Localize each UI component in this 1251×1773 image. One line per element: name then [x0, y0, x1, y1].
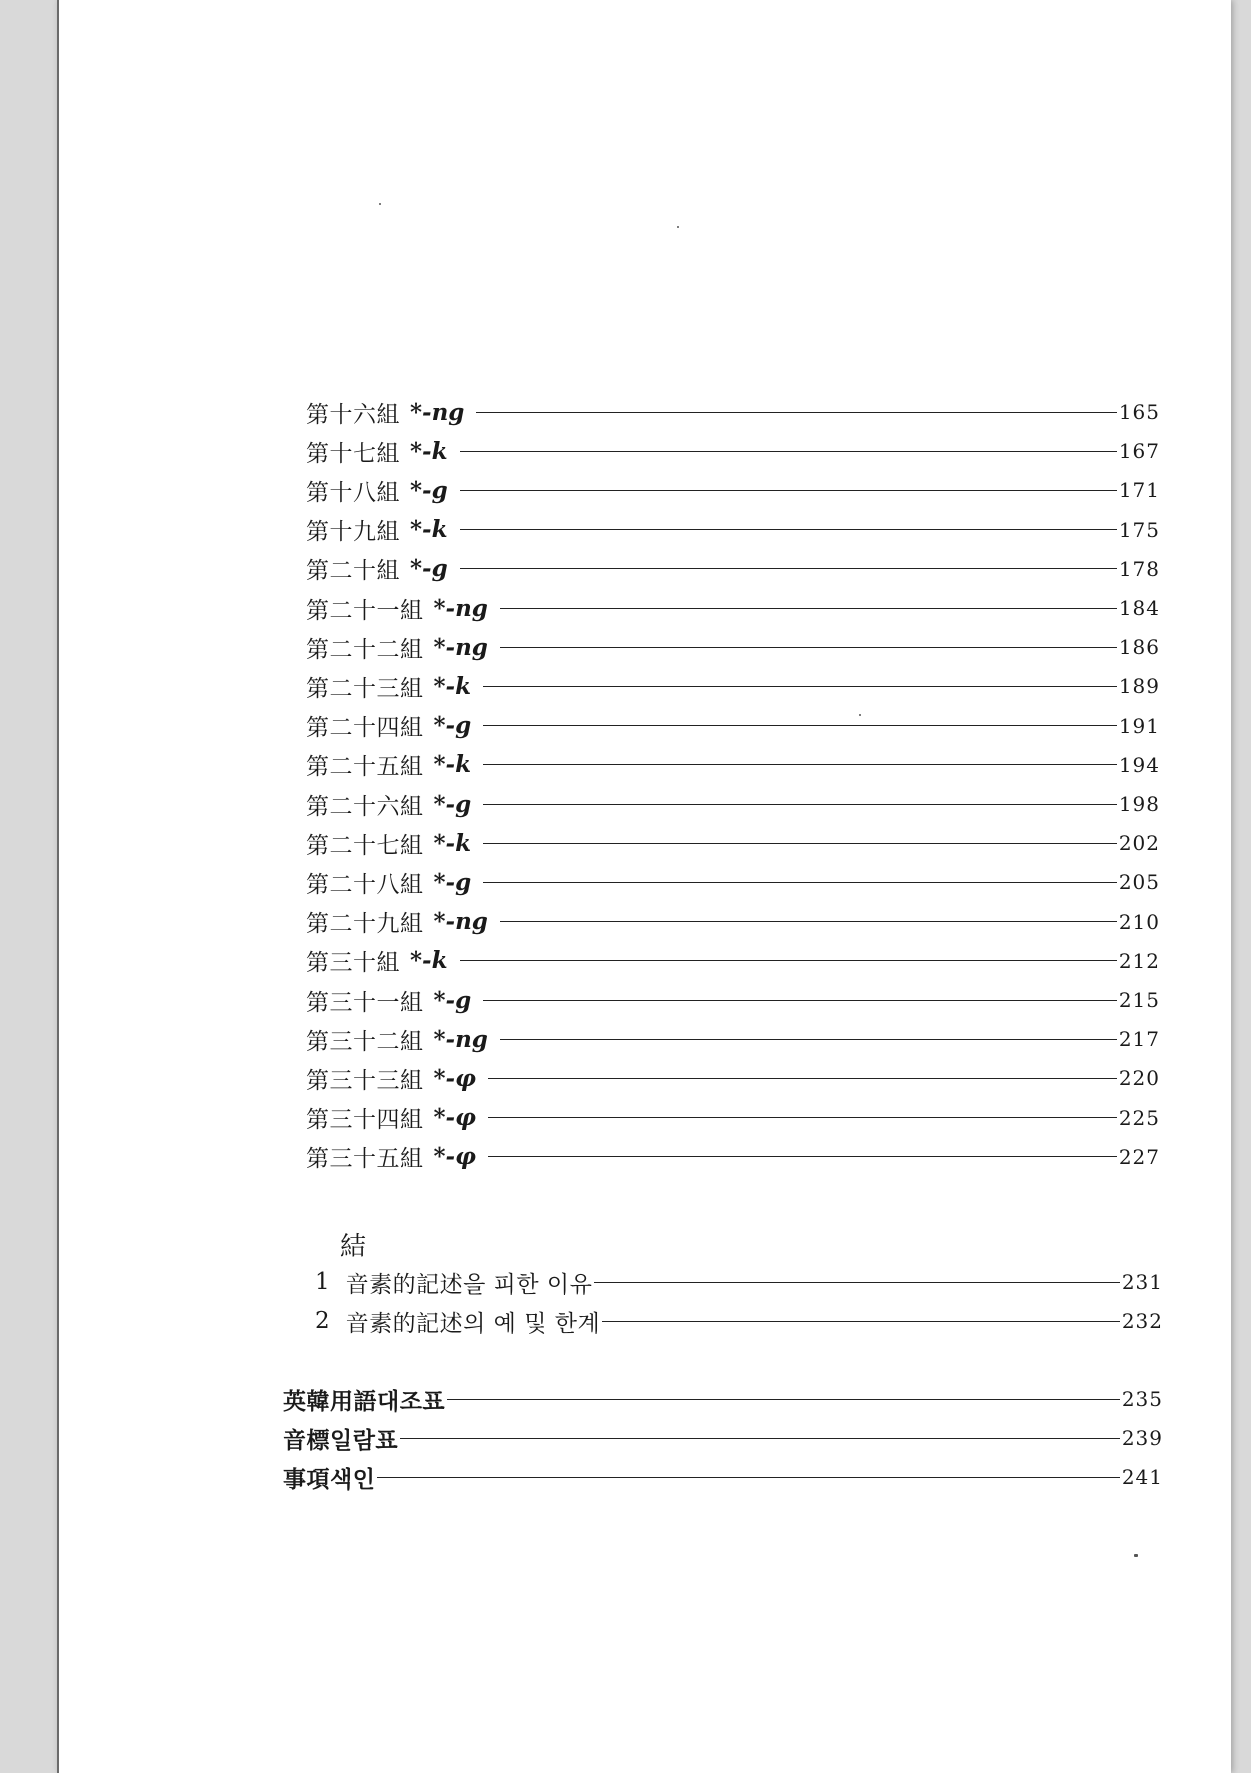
- toc-item-appendix[interactable]: [283, 1381, 1163, 1417]
- toc-item-title: 第二十九組: [306, 911, 424, 938]
- toc-item-mark: *-k: [410, 437, 448, 465]
- toc-item-mark: *-ng: [433, 594, 488, 622]
- toc-page-number: 178: [1118, 556, 1160, 581]
- leader-rule: [447, 1399, 1120, 1400]
- toc-page-number: 167: [1118, 439, 1160, 464]
- toc-page-number: 175: [1118, 517, 1160, 542]
- toc-item-title: 第十九組: [306, 519, 400, 546]
- toc-item-group[interactable]: [306, 512, 1160, 548]
- toc-page-number: 171: [1118, 478, 1160, 503]
- leader-rule: [488, 1156, 1117, 1157]
- toc-item-title: 第十八組: [306, 479, 400, 506]
- toc-item-group[interactable]: [306, 1060, 1160, 1096]
- leader-rule: [500, 647, 1117, 648]
- toc-item-title: 第二十四組: [306, 715, 424, 742]
- toc-item-mark: *-k: [410, 516, 448, 544]
- toc-item-mark: *-k: [410, 947, 448, 975]
- toc-item-mark: *-φ: [433, 1064, 476, 1092]
- scan-speck: [677, 226, 679, 228]
- toc-item-group[interactable]: [306, 786, 1160, 822]
- toc-item-mark: *-ng: [433, 633, 488, 661]
- toc-item-title: 第三十四組: [306, 1107, 424, 1134]
- toc-item-title: 事項색인: [283, 1465, 376, 1493]
- toc-item-appendix[interactable]: [283, 1459, 1163, 1495]
- toc-page-number: 191: [1118, 713, 1160, 738]
- scan-speck: [1134, 1554, 1138, 1557]
- toc-item-number: 2: [315, 1308, 330, 1334]
- leader-rule: [460, 451, 1117, 452]
- toc-item-title: 第三十三組: [306, 1067, 424, 1094]
- toc-item-mark: *-k: [433, 829, 472, 857]
- toc-item-title: 第二十六組: [306, 793, 424, 820]
- toc-page-number: 241: [1121, 1465, 1163, 1489]
- toc-item-mark: *-k: [433, 751, 472, 779]
- toc-page-number: 210: [1118, 909, 1160, 934]
- toc-item-mark: *-φ: [433, 1143, 476, 1171]
- leader-rule: [377, 1477, 1119, 1478]
- toc-page-number: 194: [1118, 752, 1160, 777]
- toc-page-number: 202: [1118, 831, 1160, 856]
- toc-page-number: 225: [1118, 1105, 1160, 1130]
- toc-page-number: 220: [1118, 1066, 1160, 1091]
- toc-page-number: 205: [1118, 870, 1160, 895]
- toc-item-mark: *-g: [433, 868, 472, 896]
- leader-rule: [488, 1117, 1117, 1118]
- leader-rule: [400, 1438, 1120, 1439]
- leader-rule: [602, 1321, 1120, 1322]
- toc-item-mark: *-φ: [433, 1104, 476, 1132]
- leader-rule: [483, 882, 1117, 883]
- toc-item-title: 第二十二組: [306, 636, 424, 663]
- document-page: [57, 0, 1231, 1773]
- toc-item-group[interactable]: [306, 825, 1160, 861]
- toc-item-conclusion[interactable]: [315, 1264, 1163, 1300]
- toc-item-mark: *-g: [410, 555, 448, 583]
- toc-item-mark: *-g: [433, 986, 472, 1014]
- leader-rule: [483, 843, 1117, 844]
- toc-item-mark: *-ng: [433, 1025, 488, 1053]
- toc-item-group[interactable]: [306, 551, 1160, 587]
- leader-rule: [594, 1282, 1119, 1283]
- toc-page-number: 165: [1118, 400, 1160, 424]
- toc-item-group[interactable]: [306, 1139, 1160, 1175]
- toc-item-mark: *-g: [433, 790, 472, 818]
- toc-item-group[interactable]: [306, 668, 1160, 704]
- toc-page-number: 239: [1121, 1426, 1163, 1450]
- toc-item-group[interactable]: [306, 747, 1160, 783]
- toc-item-title: 第十六組: [306, 401, 400, 428]
- scan-speck: [379, 203, 381, 205]
- leader-rule: [500, 608, 1117, 609]
- toc-item-title: 音素的記述의 예 및 한계: [345, 1310, 601, 1337]
- leader-rule: [483, 804, 1117, 805]
- toc-page-number: 227: [1118, 1144, 1160, 1169]
- toc-item-group[interactable]: [306, 629, 1160, 665]
- toc-item-title: 第二十五組: [306, 754, 424, 781]
- toc-item-number: 1: [315, 1269, 330, 1295]
- leader-rule: [483, 764, 1117, 765]
- toc-item-mark: *-g: [410, 476, 448, 504]
- toc-item-group[interactable]: [306, 1021, 1160, 1057]
- toc-item-title: 第三十一組: [306, 989, 424, 1016]
- toc-item-title: 第十七組: [306, 440, 400, 467]
- leader-rule: [476, 412, 1116, 413]
- toc-item-mark: *-ng: [410, 398, 465, 426]
- conclusion-heading: 結: [340, 1232, 367, 1262]
- toc-item-group[interactable]: [306, 982, 1160, 1018]
- toc-item-title: 第二十三組: [306, 675, 424, 702]
- leader-rule: [460, 568, 1117, 569]
- toc-item-title: 第二十組: [306, 558, 400, 585]
- toc-item-group[interactable]: [306, 472, 1160, 508]
- leader-rule: [460, 490, 1117, 491]
- leader-rule: [483, 725, 1117, 726]
- toc-item-title: 第三十組: [306, 950, 400, 977]
- toc-item-title: 第三十二組: [306, 1028, 424, 1055]
- toc-page-number: 215: [1118, 988, 1160, 1012]
- toc-page-number: 189: [1118, 674, 1160, 699]
- leader-rule: [483, 686, 1117, 687]
- leader-rule: [500, 921, 1117, 922]
- toc-item-group[interactable]: [306, 433, 1160, 469]
- toc-item-title: 第三十五組: [306, 1146, 424, 1173]
- leader-rule: [488, 1078, 1117, 1079]
- toc-item-title: 第二十一組: [306, 597, 424, 624]
- leader-rule: [460, 529, 1117, 530]
- toc-page-number: 212: [1118, 948, 1160, 973]
- toc-item-group[interactable]: [306, 904, 1160, 940]
- toc-page-number: 198: [1118, 792, 1160, 816]
- toc-item-group[interactable]: [306, 1100, 1160, 1136]
- toc-item-group[interactable]: [306, 708, 1160, 744]
- leader-rule: [483, 1000, 1117, 1001]
- leader-rule: [460, 960, 1117, 961]
- toc-item-title: 第二十八組: [306, 871, 424, 898]
- toc-page-number: 231: [1121, 1270, 1163, 1294]
- toc-item-appendix[interactable]: [283, 1420, 1163, 1456]
- toc-item-mark: *-k: [433, 672, 472, 700]
- toc-item-title: 音素的記述을 피한 이유: [345, 1271, 593, 1298]
- toc-item-conclusion[interactable]: [315, 1303, 1163, 1339]
- toc-item-mark: *-g: [433, 712, 472, 740]
- toc-item-group[interactable]: [306, 864, 1160, 900]
- toc-item-title: 音標일람표: [283, 1426, 399, 1454]
- leader-rule: [500, 1039, 1117, 1040]
- toc-item-mark: *-ng: [433, 908, 488, 936]
- toc-item-title: 第二十七組: [306, 832, 424, 859]
- toc-page-number: 184: [1118, 596, 1160, 620]
- toc-page-number: 232: [1121, 1309, 1163, 1333]
- toc-item-group[interactable]: [306, 394, 1160, 430]
- toc-page-number: 235: [1121, 1387, 1163, 1411]
- toc-page-number: 186: [1118, 635, 1160, 660]
- toc-item-group[interactable]: [306, 590, 1160, 626]
- toc-item-group[interactable]: [306, 943, 1160, 979]
- toc-page-number: 217: [1118, 1027, 1160, 1052]
- toc-item-title: 英韓用語대조표: [283, 1387, 446, 1415]
